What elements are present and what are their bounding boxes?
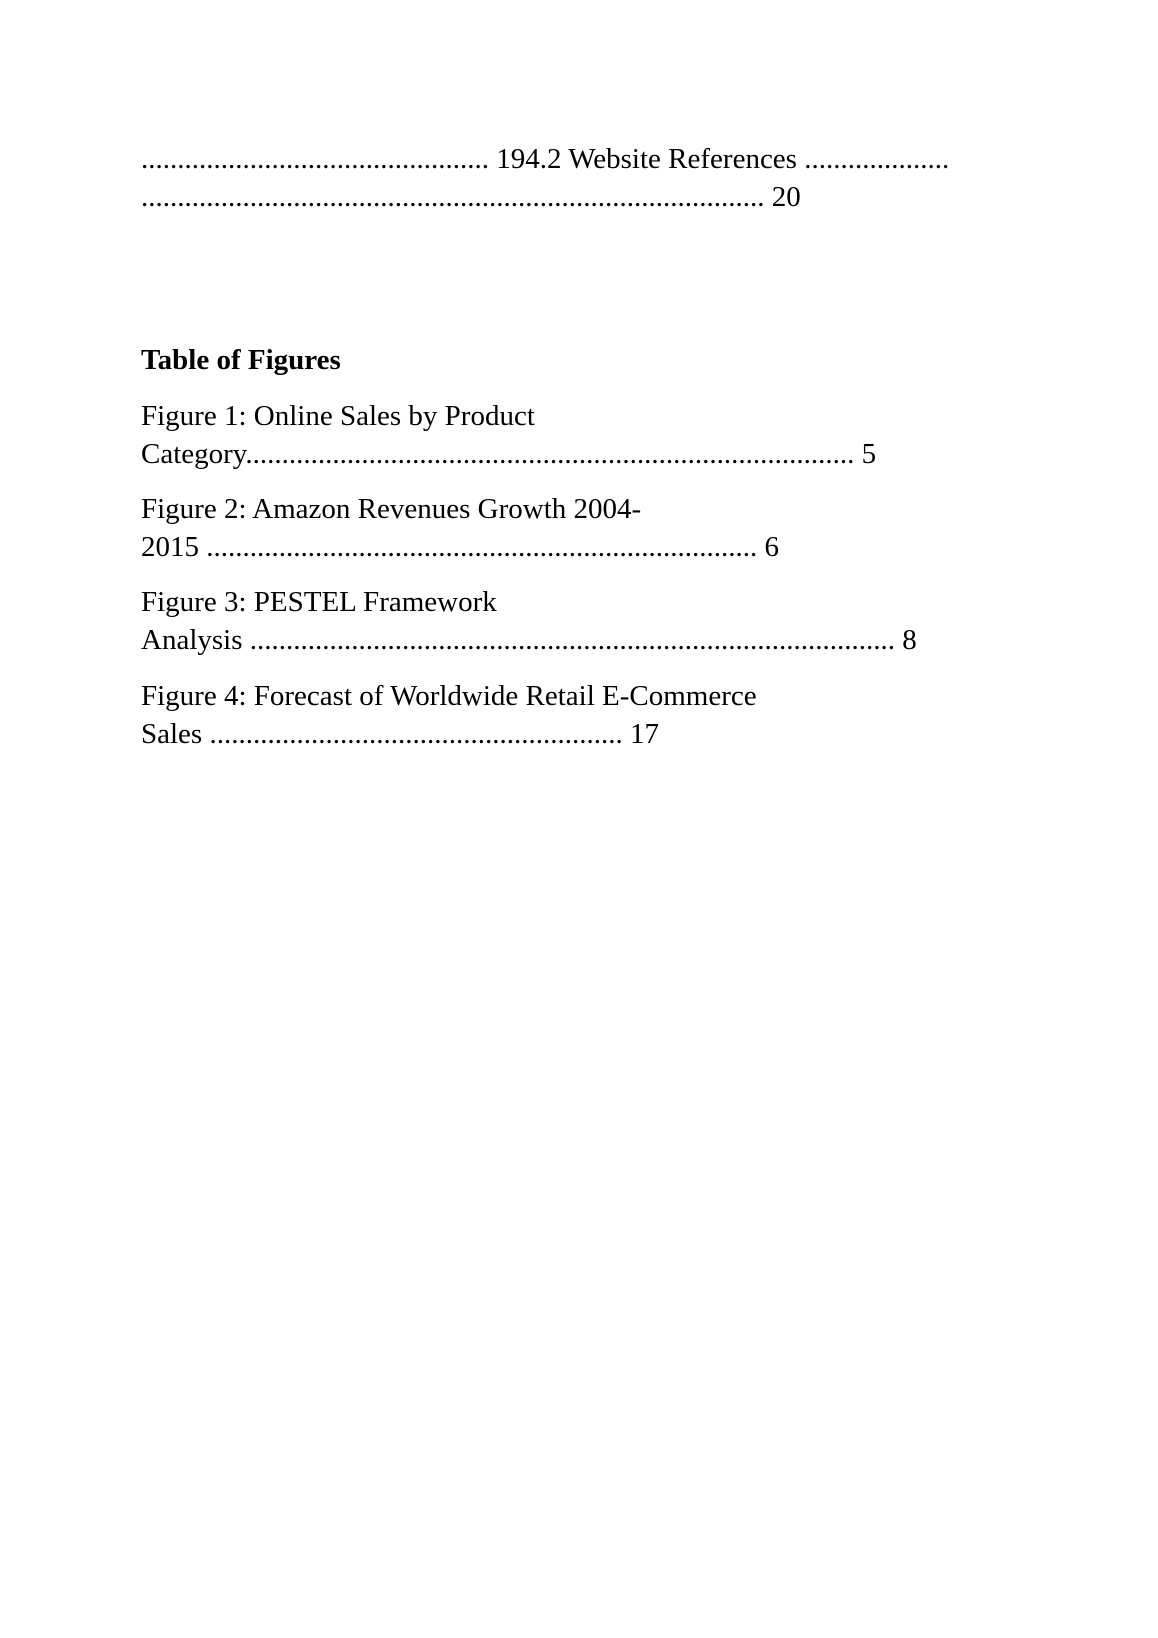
table-of-figures-heading: Table of Figures <box>141 344 341 376</box>
figure-3-entry-title: Figure 3: PESTEL Framework <box>141 586 497 618</box>
toc-line-website-references: ................................................ 194.2 Website References .................... <box>141 143 950 175</box>
figure-1-entry-page: Category.................................................................................... 5 <box>141 438 877 470</box>
figure-2-entry-page: 2015 ............................................................................ 6 <box>141 531 779 563</box>
figure-1-entry-title: Figure 1: Online Sales by Product <box>141 400 535 432</box>
figure-4-entry-title: Figure 4: Forecast of Worldwide Retail E-Commerce <box>141 680 757 712</box>
figure-3-entry-page: Analysis ......................................................................................... 8 <box>141 624 917 656</box>
figure-2-entry-title: Figure 2: Amazon Revenues Growth 2004- <box>141 493 642 525</box>
toc-line-website-references-page: ...................................................................................... 20 <box>141 181 801 213</box>
figure-4-entry-page: Sales ......................................................... 17 <box>141 718 659 750</box>
